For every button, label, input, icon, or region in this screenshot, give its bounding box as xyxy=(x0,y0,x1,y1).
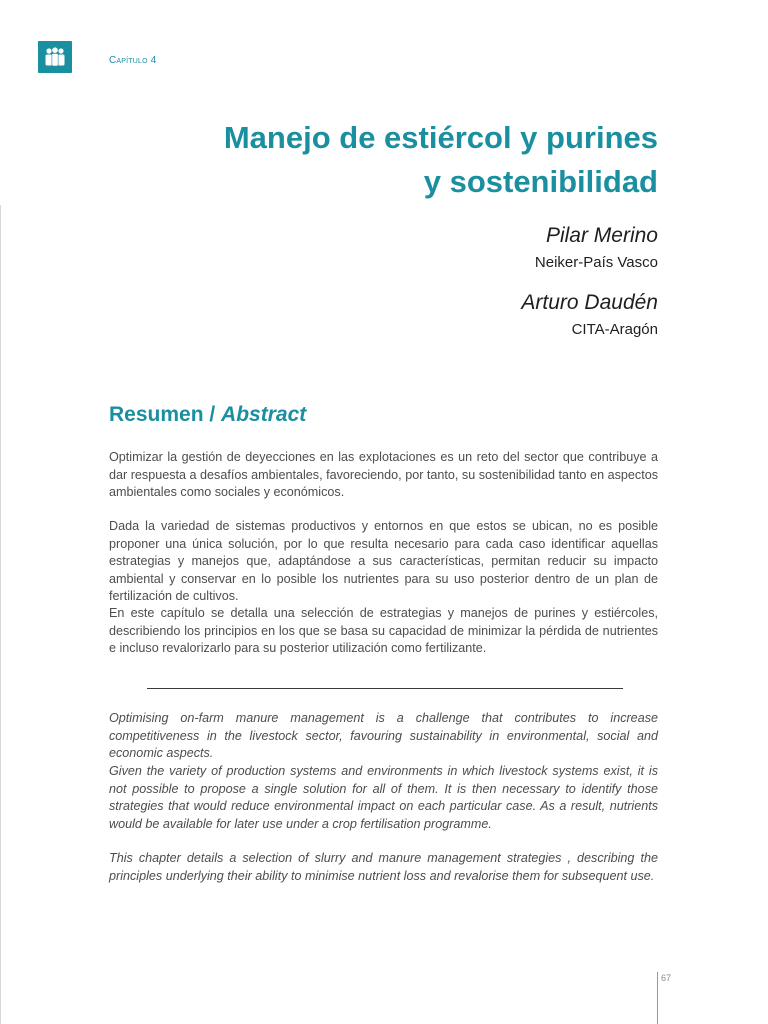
section-heading xyxy=(109,403,306,427)
page-number: 67 xyxy=(661,973,672,983)
resumen-paragraph-1: Optimizar la gestión de deyecciones en las explotaciones es un reto del sector que contribuye a dar respuesta a desafíos ambientales, favoreciendo, por tanto, su sostenibilidad tanto en aspectos ambientales como sociales y económicos. xyxy=(109,450,658,500)
section-divider xyxy=(147,688,623,689)
author-block-1 xyxy=(258,223,658,273)
resumen-paragraph-2: Dada la variedad de sistemas productivos y entornos en que estos se ubican, no es posible proponer una única solución, por lo que resulta necesario para cada caso identificar aquellas estrategias y manejos que, adaptándose a sus características, permitan reducir su impacto ambiental y conservar en lo posible los nutrientes para su uso posterior dentro de un plan de fertilización de cultivos. xyxy=(109,519,658,604)
author-name: Pilar Merino xyxy=(545,224,658,247)
abstract-paragraph-2: Given the variety of production systems and environments in which livestock systems exist, it is not possible to propose a single solution for all of them. It is then necessary to identify those strategies that would reduce environmental impact on each particular case. As a result, nutrients would be available for later use under a crop fertilisation programme. xyxy=(109,764,658,831)
people-group-icon xyxy=(38,41,72,73)
title-line-1: Manejo de estiércol y purines xyxy=(223,120,658,155)
chapter-label: Capítulo 4 xyxy=(109,55,157,66)
author-block-2 xyxy=(258,290,658,340)
section-heading-text: Resumen / xyxy=(109,403,222,426)
resumen-paragraph-3: En este capítulo se detalla una selección de estrategias y manejos de purines y estiércoles, describiendo los principios en los que se basa su capacidad de minimizar la pérdida de nutrientes e incluso revalorizarlo para su posterior utilización como fertilizante. xyxy=(109,606,658,656)
abstract-paragraph-3: This chapter details a selection of slurry and manure management strategies , describing the principles underlying their ability to minimise nutrient loss and revalorise them for subsequent use. xyxy=(109,851,658,883)
author-name: Arturo Daudén xyxy=(521,291,658,314)
author-affiliation: CITA-Aragón xyxy=(571,321,658,338)
page-number-rule xyxy=(657,972,658,1024)
author-affiliation: Neiker-País Vasco xyxy=(534,254,658,271)
page-title xyxy=(98,116,658,204)
title-line-2: y sostenibilidad xyxy=(423,164,658,199)
page-edge-line xyxy=(0,205,1,1024)
section-heading-italic: Abstract xyxy=(221,403,307,426)
abstract-paragraph-1: Optimising on-farm manure management is a challenge that contributes to increase competitiveness in the livestock sector, favouring sustainability in environmental, social and economic aspects. xyxy=(109,711,658,761)
